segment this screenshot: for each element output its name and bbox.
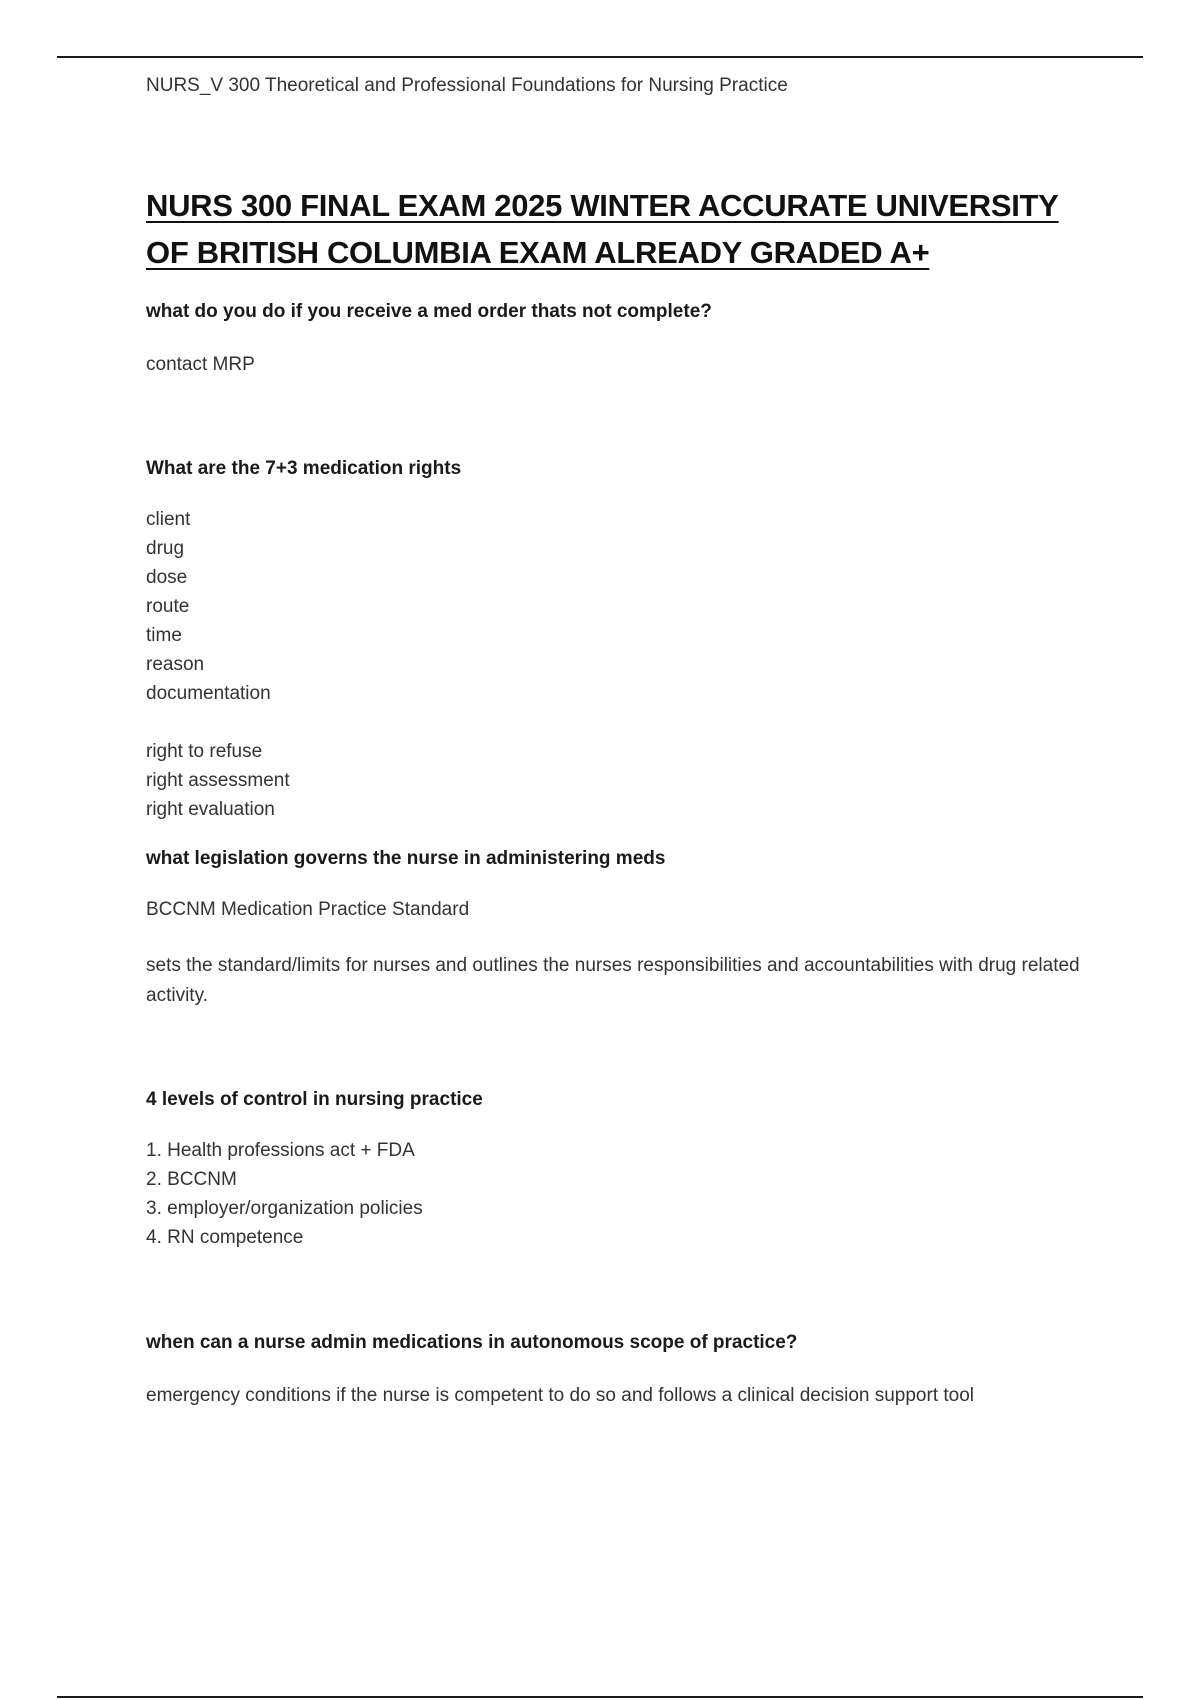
levels-list	[146, 1136, 1106, 1252]
rights-list	[146, 505, 1106, 708]
qa-item-medication-rights	[146, 457, 1106, 824]
list-item: 4. RN competence	[146, 1227, 304, 1248]
question: what legislation governs the nurse in administering meds	[146, 848, 666, 869]
bottom-rule	[57, 1696, 1143, 1698]
answer-detail: sets the standard/limits for nurses and outlines the nurses responsibilities and accountabilities with drug related activity.	[146, 955, 1080, 1006]
qa-item-autonomous-scope	[146, 1331, 1106, 1410]
qa-item-levels-of-control	[146, 1088, 1106, 1252]
list-item: dose	[146, 567, 188, 588]
list-item: documentation	[146, 683, 271, 704]
answer: contact MRP	[146, 354, 255, 375]
list-item: right evaluation	[146, 799, 275, 820]
document-title: NURS 300 FINAL EXAM 2025 WINTER ACCURATE UNIVERSITY OF BRITISH COLUMBIA EXAM ALREADY GRADED A+	[146, 188, 1059, 270]
question: when can a nurse admin medications in autonomous scope of practice?	[146, 1332, 798, 1353]
question: what do you do if you receive a med order thats not complete?	[146, 301, 712, 322]
question: 4 levels of control in nursing practice	[146, 1089, 483, 1110]
list-item: route	[146, 596, 190, 617]
qa-item-legislation	[146, 847, 1106, 1011]
question: What are the 7+3 medication rights	[146, 458, 462, 479]
list-item: right assessment	[146, 770, 290, 791]
qa-item-incomplete-order	[146, 300, 1106, 379]
list-item: client	[146, 509, 191, 530]
list-item: reason	[146, 654, 205, 675]
list-item: right to refuse	[146, 741, 263, 762]
course-header: NURS_V 300 Theoretical and Professional Foundations for Nursing Practice	[146, 75, 788, 96]
list-item: 1. Health professions act + FDA	[146, 1140, 415, 1161]
extra-rights-list	[146, 737, 1106, 824]
document-body	[146, 74, 1106, 1410]
list-item: 3. employer/organization policies	[146, 1198, 423, 1219]
top-rule	[57, 56, 1143, 58]
answer: BCCNM Medication Practice Standard	[146, 899, 470, 920]
list-item: time	[146, 625, 182, 646]
answer: emergency conditions if the nurse is competent to do so and follows a clinical decision support tool	[146, 1385, 975, 1406]
list-item: drug	[146, 538, 185, 559]
list-item: 2. BCCNM	[146, 1169, 237, 1190]
